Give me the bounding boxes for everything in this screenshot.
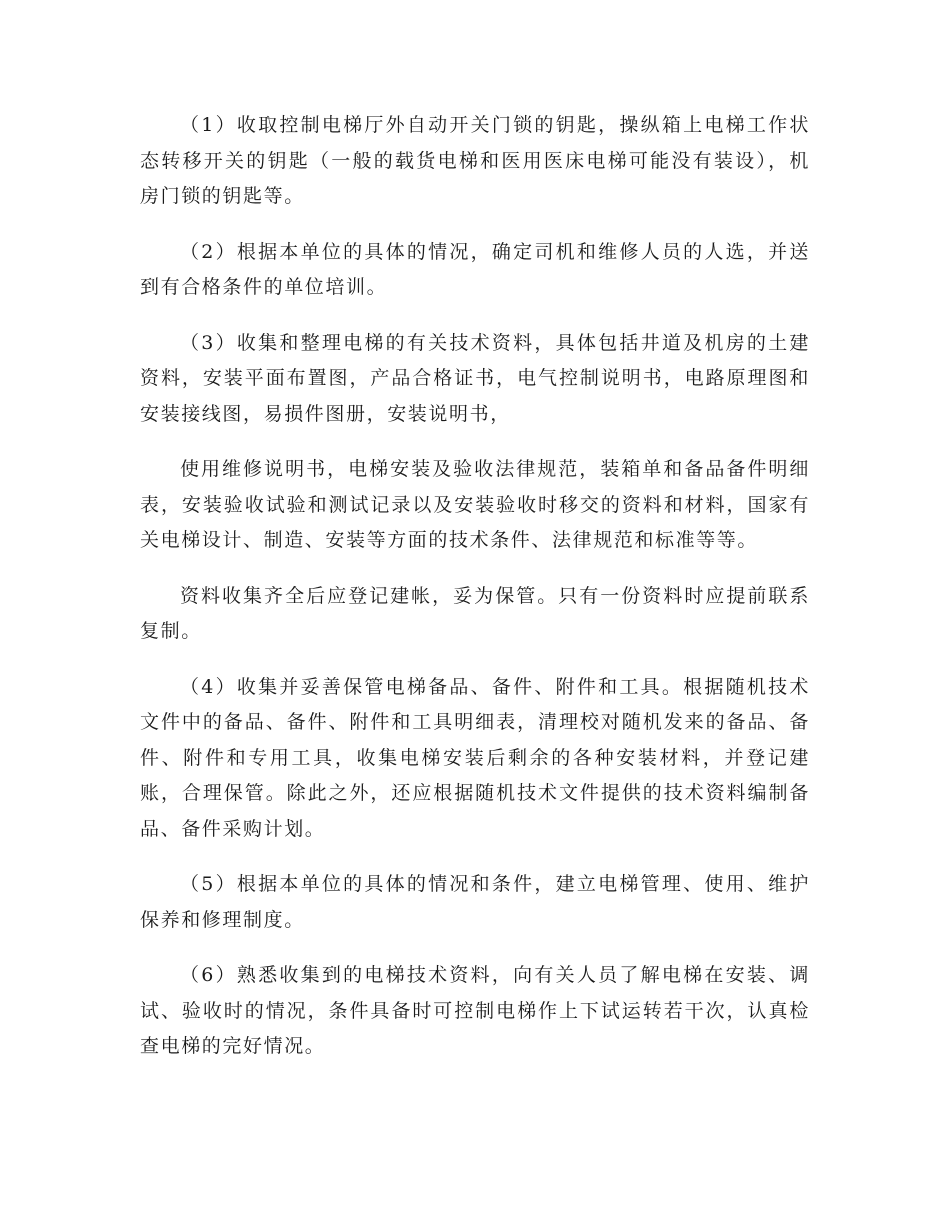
paragraph-7: （5）根据本单位的具体的情况和条件，建立电梯管理、使用、维护保养和修理制度。: [140, 873, 810, 931]
paragraph-2: （2）根据本单位的具体的情况，确定司机和维修人员的人选，并送到有合格条件的单位培训。: [140, 240, 810, 298]
paragraph-3: （3）收集和整理电梯的有关技术资料，具体包括井道及机房的土建资料，安装平面布置图，产品合格证书，电气控制说明书，电路原理图和安装接线图，易损件图册，安装说明书，: [140, 331, 810, 425]
paragraph-5: 资料收集齐全后应登记建帐，妥为保管。只有一份资料时应提前联系复制。: [140, 584, 810, 642]
document-body: [140, 108, 810, 1085]
paragraph-1: （1）收取控制电梯厅外自动开关门锁的钥匙，操纵箱上电梯工作状态转移开关的钥匙（一般的载货电梯和医用医床电梯可能没有装设），机房门锁的钥匙等。: [140, 114, 810, 207]
paragraph-4: 使用维修说明书，电梯安装及验收法律规范，装箱单和备品备件明细表，安装验收试验和测试记录以及安装验收时移交的资料和材料，国家有关电梯设计、制造、安装等方面的技术条件、法律规范和标准等等。: [140, 458, 810, 551]
paragraph-6: （4）收集并妥善保管电梯备品、备件、附件和工具。根据随机技术文件中的备品、备件、附件和工具明细表，清理校对随机发来的备品、备件、附件和专用工具，收集电梯安装后剩余的各种安装材料，并登记建账，合理保管。除此之外，还应根据随机技术文件提供的技术资料编制备品、备件采购计划。: [140, 675, 810, 840]
paragraph-8: （6）熟悉收集到的电梯技术资料，向有关人员了解电梯在安装、调试、验收时的情况，条件具备时可控制电梯作上下试运转若干次，认真检查电梯的完好情况。: [140, 964, 810, 1057]
